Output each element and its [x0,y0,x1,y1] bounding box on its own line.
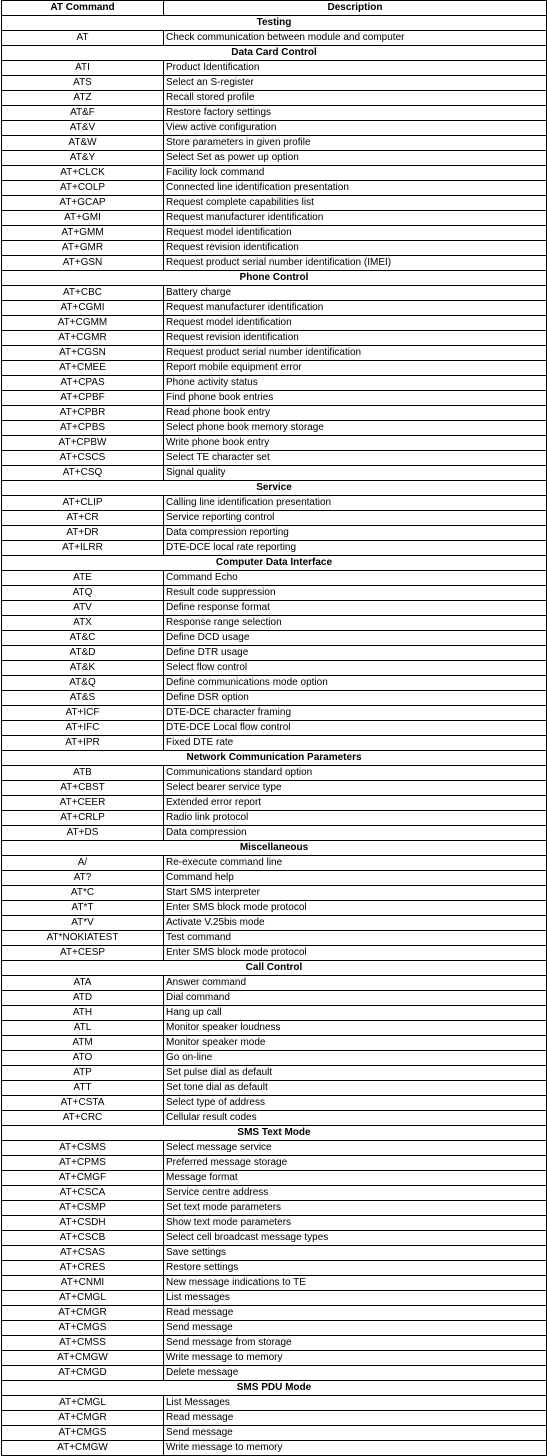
table-row [2,1066,547,1081]
at-command-cell: AT+CMGR [2,1411,164,1426]
description-cell: Data compression reporting [164,526,547,541]
section-title: Testing [2,16,547,31]
description-cell: Store parameters in given profile [164,136,547,151]
description-cell: Select flow control [164,661,547,676]
at-command-cell: AT*T [2,901,164,916]
at-command-cell: AT+DS [2,826,164,841]
description-cell: View active configuration [164,121,547,136]
description-cell: Go on-line [164,1051,547,1066]
table-row [2,436,547,451]
table-row [2,211,547,226]
at-command-cell: AT+IPR [2,736,164,751]
table-row [2,256,547,271]
header-description: Description [164,1,547,16]
table-row [2,151,547,166]
description-cell: DTE-DCE Local flow control [164,721,547,736]
table-row [2,1096,547,1111]
table-row [2,1396,547,1411]
description-cell: Read phone book entry [164,406,547,421]
description-cell: Select type of address [164,1096,547,1111]
table-row [2,301,547,316]
description-cell: Request product serial number identification [164,346,547,361]
table-row [2,676,547,691]
at-command-cell: AT*C [2,886,164,901]
table-row [2,466,547,481]
description-cell: Service reporting control [164,511,547,526]
at-command-cell: AT+CPAS [2,376,164,391]
table-row [2,286,547,301]
table-row [2,136,547,151]
table-row [2,1306,547,1321]
table-row [2,1246,547,1261]
at-command-cell: AT+CGMI [2,301,164,316]
section-row [2,1381,547,1396]
table-row [2,1111,547,1126]
table-row [2,1021,547,1036]
table-row [2,886,547,901]
at-command-cell: AT&F [2,106,164,121]
table-row [2,601,547,616]
at-command-cell: ATA [2,976,164,991]
description-cell: Hang up call [164,1006,547,1021]
description-cell: Service centre address [164,1186,547,1201]
table-row [2,1426,547,1441]
description-cell: Activate V.25bis mode [164,916,547,931]
table-row [2,1051,547,1066]
section-row [2,556,547,571]
description-cell: Request manufacturer identification [164,301,547,316]
description-cell: Set text mode parameters [164,1201,547,1216]
section-row [2,841,547,856]
table-row [2,766,547,781]
description-cell: Radio link protocol [164,811,547,826]
description-cell: Select phone book memory storage [164,421,547,436]
at-command-cell: AT+IFC [2,721,164,736]
section-title: SMS PDU Mode [2,1381,547,1396]
table-row [2,91,547,106]
table-row [2,346,547,361]
at-command-cell: AT+CBST [2,781,164,796]
description-cell: Send message [164,1426,547,1441]
at-command-cell: AT&S [2,691,164,706]
description-cell: Dial command [164,991,547,1006]
at-command-cell: AT&Y [2,151,164,166]
section-title: Network Communication Parameters [2,751,547,766]
description-cell: Preferred message storage [164,1156,547,1171]
at-command-cell: AT+DR [2,526,164,541]
description-cell: Define response format [164,601,547,616]
at-command-cell: AT+CLIP [2,496,164,511]
table-row [2,871,547,886]
table-row [2,1171,547,1186]
table-row [2,1351,547,1366]
at-command-cell: AT+CNMI [2,1276,164,1291]
at-command-cell: AT&C [2,631,164,646]
at-command-cell: ATI [2,61,164,76]
description-cell: Start SMS interpreter [164,886,547,901]
table-row [2,661,547,676]
description-cell: Select cell broadcast message types [164,1231,547,1246]
at-command-cell: AT+CPBS [2,421,164,436]
table-row [2,376,547,391]
table-row [2,196,547,211]
description-cell: Find phone book entries [164,391,547,406]
description-cell: Write message to memory [164,1441,547,1456]
description-cell: Cellular result codes [164,1111,547,1126]
header-row [2,1,547,16]
at-command-cell: AT+CMGD [2,1366,164,1381]
description-cell: Restore factory settings [164,106,547,121]
at-command-cell: AT+CSCA [2,1186,164,1201]
at-command-cell: AT+CSDH [2,1216,164,1231]
description-cell: Define communications mode option [164,676,547,691]
at-command-cell: AT [2,31,164,46]
at-command-cell: AT+CSTA [2,1096,164,1111]
table-row [2,721,547,736]
description-cell: Send message from storage [164,1336,547,1351]
description-cell: Re-execute command line [164,856,547,871]
section-row [2,16,547,31]
at-command-cell: AT+CPBW [2,436,164,451]
table-row [2,406,547,421]
at-command-cell: AT+CPBR [2,406,164,421]
table-row [2,631,547,646]
table-row [2,691,547,706]
description-cell: Request revision identification [164,241,547,256]
description-cell: Write message to memory [164,1351,547,1366]
table-row [2,1321,547,1336]
description-cell: Response range selection [164,616,547,631]
at-command-cell: AT+CMGW [2,1351,164,1366]
table-row [2,586,547,601]
at-command-cell: AT+CSQ [2,466,164,481]
table-row [2,496,547,511]
table-row [2,1081,547,1096]
description-cell: Define DTR usage [164,646,547,661]
description-cell: Set tone dial as default [164,1081,547,1096]
description-cell: Command Echo [164,571,547,586]
at-command-cell: AT&V [2,121,164,136]
description-cell: Command help [164,871,547,886]
table-row [2,1276,547,1291]
section-row [2,1126,547,1141]
table-row [2,916,547,931]
at-command-cell: ATZ [2,91,164,106]
table-row [2,616,547,631]
description-cell: Restore settings [164,1261,547,1276]
at-command-cell: AT+CSMS [2,1141,164,1156]
description-cell: Extended error report [164,796,547,811]
description-cell: Define DSR option [164,691,547,706]
at-command-cell: ATB [2,766,164,781]
at-command-cell: AT*NOKIATEST [2,931,164,946]
table-row [2,811,547,826]
at-command-cell: AT+CMGS [2,1426,164,1441]
table-row [2,541,547,556]
at-command-cell: AT+COLP [2,181,164,196]
at-command-cell: A/ [2,856,164,871]
table-row [2,1291,547,1306]
description-cell: Monitor speaker loudness [164,1021,547,1036]
description-cell: Request complete capabilities list [164,196,547,211]
table-row [2,1216,547,1231]
table-row [2,946,547,961]
at-command-cell: ATT [2,1081,164,1096]
description-cell: Delete message [164,1366,547,1381]
table-row [2,901,547,916]
table-row [2,1231,547,1246]
at-command-cell: AT+CLCK [2,166,164,181]
table-row [2,571,547,586]
at-command-cell: AT+CPMS [2,1156,164,1171]
at-command-cell: AT&K [2,661,164,676]
description-cell: Save settings [164,1246,547,1261]
table-row [2,1006,547,1021]
table-row [2,166,547,181]
table-row [2,976,547,991]
description-cell: Request revision identification [164,331,547,346]
description-cell: Read message [164,1411,547,1426]
section-title: Computer Data Interface [2,556,547,571]
at-command-cell: AT+GSN [2,256,164,271]
description-cell: Request product serial number identification (IMEI) [164,256,547,271]
at-command-cell: AT+CMGR [2,1306,164,1321]
at-command-cell: ATD [2,991,164,1006]
at-command-cell: AT&Q [2,676,164,691]
description-cell: Communications standard option [164,766,547,781]
table-row [2,646,547,661]
at-command-cell: AT+CRES [2,1261,164,1276]
section-title: Service [2,481,547,496]
description-cell: DTE-DCE character framing [164,706,547,721]
table-row [2,316,547,331]
description-cell: Connected line identification presentation [164,181,547,196]
description-cell: Select TE character set [164,451,547,466]
table-row [2,121,547,136]
section-row [2,481,547,496]
description-cell: DTE-DCE local rate reporting [164,541,547,556]
description-cell: Phone activity status [164,376,547,391]
description-cell: List messages [164,1291,547,1306]
table-row [2,826,547,841]
table-row [2,781,547,796]
section-row [2,751,547,766]
at-command-cell: ATP [2,1066,164,1081]
description-cell: Signal quality [164,466,547,481]
at-command-cell: AT*V [2,916,164,931]
table-row [2,1336,547,1351]
at-command-cell: AT+CGMR [2,331,164,346]
description-cell: Report mobile equipment error [164,361,547,376]
description-cell: Result code suppression [164,586,547,601]
description-cell: Request manufacturer identification [164,211,547,226]
at-command-cell: ATX [2,616,164,631]
table-row [2,106,547,121]
description-cell: Read message [164,1306,547,1321]
section-title: Data Card Control [2,46,547,61]
at-command-cell: AT+CSMP [2,1201,164,1216]
at-command-cell: AT+CR [2,511,164,526]
at-command-cell: ATE [2,571,164,586]
at-command-cell: ATH [2,1006,164,1021]
at-command-cell: ATQ [2,586,164,601]
description-cell: Select an S-register [164,76,547,91]
at-command-cell: AT+CMGS [2,1321,164,1336]
description-cell: Answer command [164,976,547,991]
at-command-cell: ATS [2,76,164,91]
table-row [2,1186,547,1201]
description-cell: Message format [164,1171,547,1186]
table-row [2,706,547,721]
table-row [2,1201,547,1216]
table-row [2,931,547,946]
description-cell: Calling line identification presentation [164,496,547,511]
at-command-table [1,0,547,1456]
description-cell: Facility lock command [164,166,547,181]
description-cell: Set pulse dial as default [164,1066,547,1081]
at-command-cell: AT+CESP [2,946,164,961]
at-command-cell: AT+GMR [2,241,164,256]
table-row [2,1261,547,1276]
at-command-cell: AT+CGMM [2,316,164,331]
at-command-cell: AT+CMGL [2,1291,164,1306]
at-command-cell: AT+CBC [2,286,164,301]
at-command-cell: AT+CMGW [2,1441,164,1456]
description-cell: Define DCD usage [164,631,547,646]
description-cell: New message indications to TE [164,1276,547,1291]
description-cell: Write phone book entry [164,436,547,451]
at-command-cell: AT+CMEE [2,361,164,376]
description-cell: Battery charge [164,286,547,301]
table-row [2,361,547,376]
at-command-cell: AT+ILRR [2,541,164,556]
at-command-cell: AT&W [2,136,164,151]
description-cell: Recall stored profile [164,91,547,106]
description-cell: Fixed DTE rate [164,736,547,751]
table-row [2,991,547,1006]
description-cell: Select bearer service type [164,781,547,796]
table-row [2,391,547,406]
table-row [2,1411,547,1426]
table-row [2,736,547,751]
description-cell: Product Identification [164,61,547,76]
table-row [2,451,547,466]
table-row [2,1036,547,1051]
at-command-cell: AT&D [2,646,164,661]
description-cell: Test command [164,931,547,946]
section-row [2,961,547,976]
description-cell: Enter SMS block mode protocol [164,901,547,916]
section-row [2,271,547,286]
table-row [2,1366,547,1381]
table-row [2,226,547,241]
table-row [2,31,547,46]
at-command-cell: AT+CSAS [2,1246,164,1261]
at-command-cell: AT+CMSS [2,1336,164,1351]
at-command-cell: AT? [2,871,164,886]
table-row [2,421,547,436]
description-cell: Check communication between module and computer [164,31,547,46]
section-row [2,46,547,61]
description-cell: Show text mode parameters [164,1216,547,1231]
at-command-cell: AT+CSCS [2,451,164,466]
at-command-cell: ATL [2,1021,164,1036]
at-command-cell: AT+ICF [2,706,164,721]
at-command-cell: AT+CGSN [2,346,164,361]
table-row [2,181,547,196]
at-command-cell: AT+GCAP [2,196,164,211]
at-command-cell: AT+CMGF [2,1171,164,1186]
header-at-command: AT Command [2,1,164,16]
table-row [2,76,547,91]
at-command-cell: AT+CRC [2,1111,164,1126]
at-command-cell: ATO [2,1051,164,1066]
table-row [2,1441,547,1456]
at-command-cell: AT+CSCB [2,1231,164,1246]
table-row [2,61,547,76]
table-body [2,16,547,1456]
description-cell: Request model identification [164,316,547,331]
table-row [2,526,547,541]
table-row [2,856,547,871]
description-cell: Select message service [164,1141,547,1156]
description-cell: List Messages [164,1396,547,1411]
table-row [2,331,547,346]
section-title: Phone Control [2,271,547,286]
at-command-cell: AT+CRLP [2,811,164,826]
at-command-cell: AT+CEER [2,796,164,811]
description-cell: Enter SMS block mode protocol [164,946,547,961]
section-title: Miscellaneous [2,841,547,856]
table-row [2,1141,547,1156]
at-command-cell: AT+GMI [2,211,164,226]
at-command-cell: ATV [2,601,164,616]
description-cell: Data compression [164,826,547,841]
table-row [2,796,547,811]
table-row [2,1156,547,1171]
at-command-cell: AT+GMM [2,226,164,241]
description-cell: Select Set as power up option [164,151,547,166]
table-row [2,511,547,526]
table-row [2,241,547,256]
at-command-cell: AT+CMGL [2,1396,164,1411]
description-cell: Monitor speaker mode [164,1036,547,1051]
description-cell: Request model identification [164,226,547,241]
description-cell: Send message [164,1321,547,1336]
at-command-cell: ATM [2,1036,164,1051]
section-title: Call Control [2,961,547,976]
section-title: SMS Text Mode [2,1126,547,1141]
at-command-cell: AT+CPBF [2,391,164,406]
